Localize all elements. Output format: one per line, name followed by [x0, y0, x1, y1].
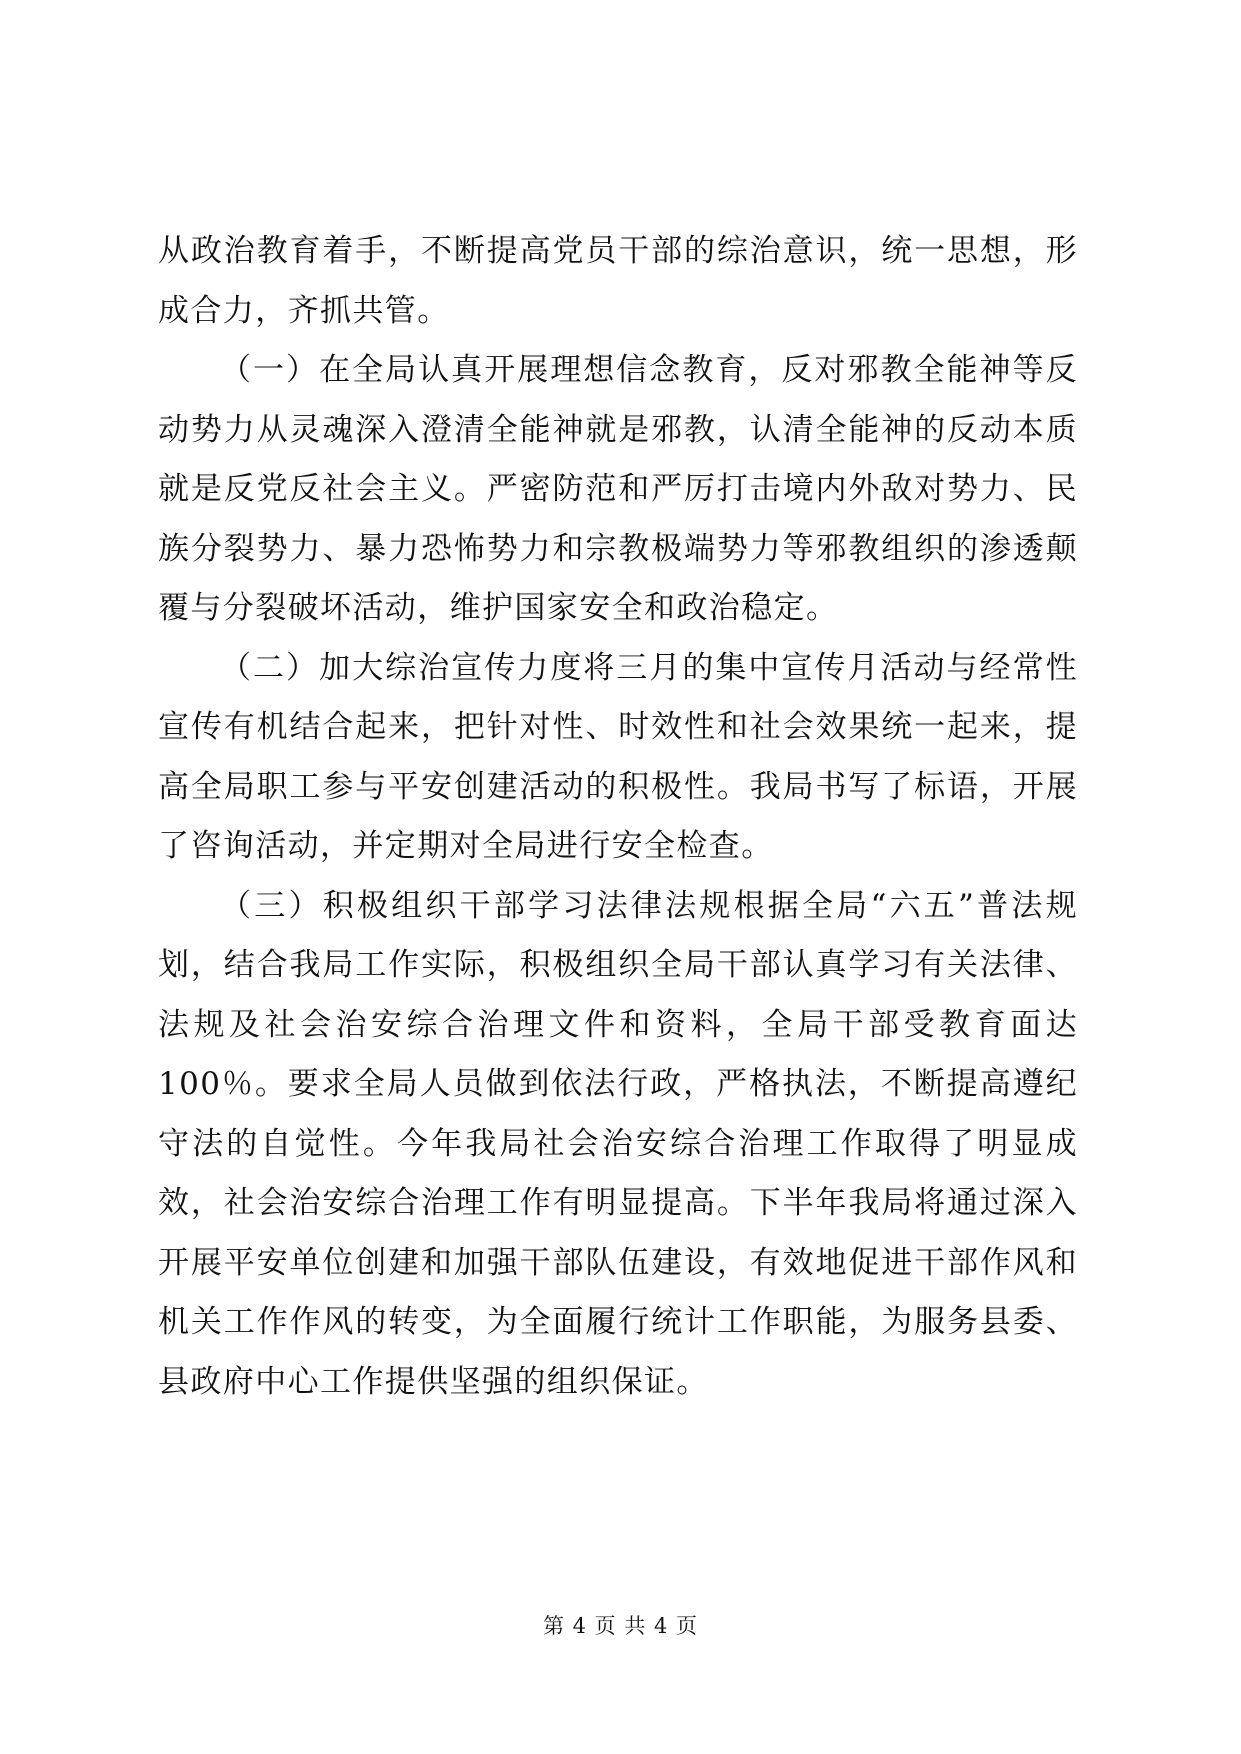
page-number-label: 第 4 页 共 4 页 [542, 1614, 699, 1638]
paragraph-section-1: （一）在全局认真开展理想信念教育，反对邪教全能神等反动势力从灵魂深入澄清全能神就是邪教，认清全能神的反动本质就是反党反社会主义。严密防范和严厉打击境内外敌对势力、民族分裂势力、暴力恐怖势力和宗教极端势力等邪教组织的渗透颠覆与分裂破坏活动，维护国家安全和政治稳定。 [158, 352, 1078, 626]
paragraph-section-3: （三）积极组织干部学习法律法规根据全局“六五”普法规划，结合我局工作实际，积极组织全局干部认真学习有关法律、法规及社会治安综合治理文件和资料，全局干部受教育面达100％。要求全局人员做到依法行政，严格执法，不断提高遵纪守法的自觉性。今年我局社会治安综合治理工作取得了明显成效，社会治安综合治理工作有明显提高。下半年我局将通过深入开展平安单位创建和加强干部队伍建设，有效地促进干部作风和机关工作作风的转变，为全面履行统计工作职能，为服务县委、县政府中心工作提供坚强的组织保证。 [158, 887, 1078, 1400]
paragraph-section-2: （二）加大综治宣传力度将三月的集中宣传月活动与经常性宣传有机结合起来，把针对性、时效性和社会效果统一起来，提高全局职工参与平安创建活动的积极性。我局书写了标语，开展了咨询活动，并定期对全局进行安全检查。 [158, 649, 1078, 864]
paragraph-continuation: 从政治教育着手，不断提高党员干部的综治意识，统一思想，形成合力，齐抓共管。 [158, 233, 1078, 329]
document-body [158, 222, 1078, 1412]
page-footer [0, 1610, 1241, 1640]
